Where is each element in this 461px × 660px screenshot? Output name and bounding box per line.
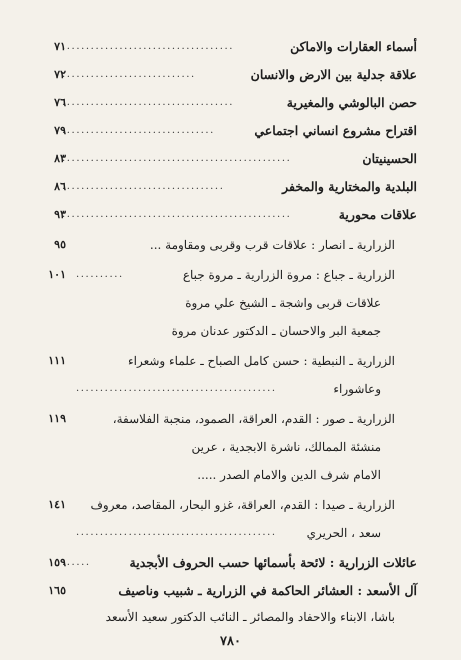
leader-dots: .................................. [62,181,225,192]
entry-title: أسماء العقارات والاماكن [290,39,417,54]
toc-entry [0,62,461,88]
entry-page: ١٦٥ [48,584,66,597]
leader-dots: ...... [62,557,91,568]
entry-title: منشئة الممالك، ناشرة الابجدية ، عرين [191,440,381,454]
leader-dots: ................................................ [62,153,292,164]
entry-title: باشا، الابناء والاحفاد والمصائر ـ النائب الدكتور سعيد الأسعد [105,610,395,624]
toc-entry [0,406,461,432]
entry-page: ٩٣ [54,208,66,221]
entry-title: الامام شرف الدين والامام الصدر ..... [197,468,381,482]
entry-title: حصن البالوشي والمغيرية [286,95,417,110]
entry-title: الحسينيتان [362,151,417,166]
entry-page: ٧٢ [54,68,66,81]
entry-title: علاقات محورية [338,207,417,222]
entry-title: آل الأسعد : العشائر الحاكمة في الزرارية ـ شبيب وناصيف [118,583,417,598]
entry-title: علاقة جدلية بين الارض والانسان [250,67,417,82]
leader-dots: .......................................... [76,527,277,538]
entry-title: وعاشوراء [333,382,381,396]
toc-entry [0,232,461,258]
leader-dots: .......... [76,269,124,280]
toc-entry [0,90,461,116]
toc-entry [0,376,461,402]
entry-title: عائلات الزرارية : لائحة بأسمائها حسب الحروف الأبجدية [129,555,417,570]
entry-title: الزرارية ـ صيدا : القدم، العراقة، غزو البحار، المقاصد، معروف [90,498,395,512]
entry-title: علاقات قربى واشجة ـ الشيخ علي مروة [185,296,381,310]
leader-dots: ................................................ [62,209,292,220]
leader-dots: .................................... [62,97,235,108]
entry-page: ٨٣ [54,152,66,165]
entry-title: الزرارية ـ صور : القدم، العراقة، الصمود، منجبة الفلاسفة، [112,412,395,426]
toc-entry [0,34,461,60]
toc-entry [0,146,461,172]
toc-entry [0,550,461,576]
page-number: ٧٨٠ [220,634,241,649]
entry-title: البلدية والمختارية والمخفر [282,179,417,194]
toc-entry [0,462,461,488]
entry-page: ١٥٩ [48,556,66,569]
entry-page: ١١٩ [48,412,66,425]
toc-entry [0,578,461,604]
entry-page: ٨٦ [54,180,66,193]
leader-dots: ................................ [62,125,215,136]
entry-page: ٧٦ [54,96,66,109]
toc-entry [0,492,461,518]
leader-dots: .......................................... [76,383,277,394]
entry-page: ٧١ [54,40,66,53]
entry-title: الزرارية ـ انصار : علاقات قرب وقربى ومقاومة ... [149,238,395,252]
toc-entry [0,520,461,546]
toc-entry [0,118,461,144]
toc-entry [0,202,461,228]
leader-dots: ............................ [62,69,196,80]
entry-title: اقتراح مشروع انساني اجتماعي [254,123,417,138]
entry-page: ١١١ [48,354,66,367]
toc-entry [0,434,461,460]
entry-title: الزرارية ـ النبطية : حسن كامل الصباح ـ علماء وشعراء [127,354,395,368]
toc-entry [0,174,461,200]
entry-page: ١٠١ [48,268,66,281]
leader-dots: .................................... [62,41,235,52]
entry-title: جمعية البر والاحسان ـ الدكتور عدنان مروة [171,324,381,338]
toc-entry [0,318,461,344]
entry-title: الزرارية ـ جباع : مروة الزرارية ـ مروة جباع [182,268,395,282]
toc-entry [0,262,461,288]
toc-entry [0,604,461,630]
entry-page: ٩٥ [54,238,66,251]
entry-page: ١٤١ [48,498,66,511]
entry-title: سعد ، الحريري [306,526,381,540]
toc-entry [0,290,461,316]
toc-entry [0,348,461,374]
entry-page: ٧٩ [54,124,66,137]
